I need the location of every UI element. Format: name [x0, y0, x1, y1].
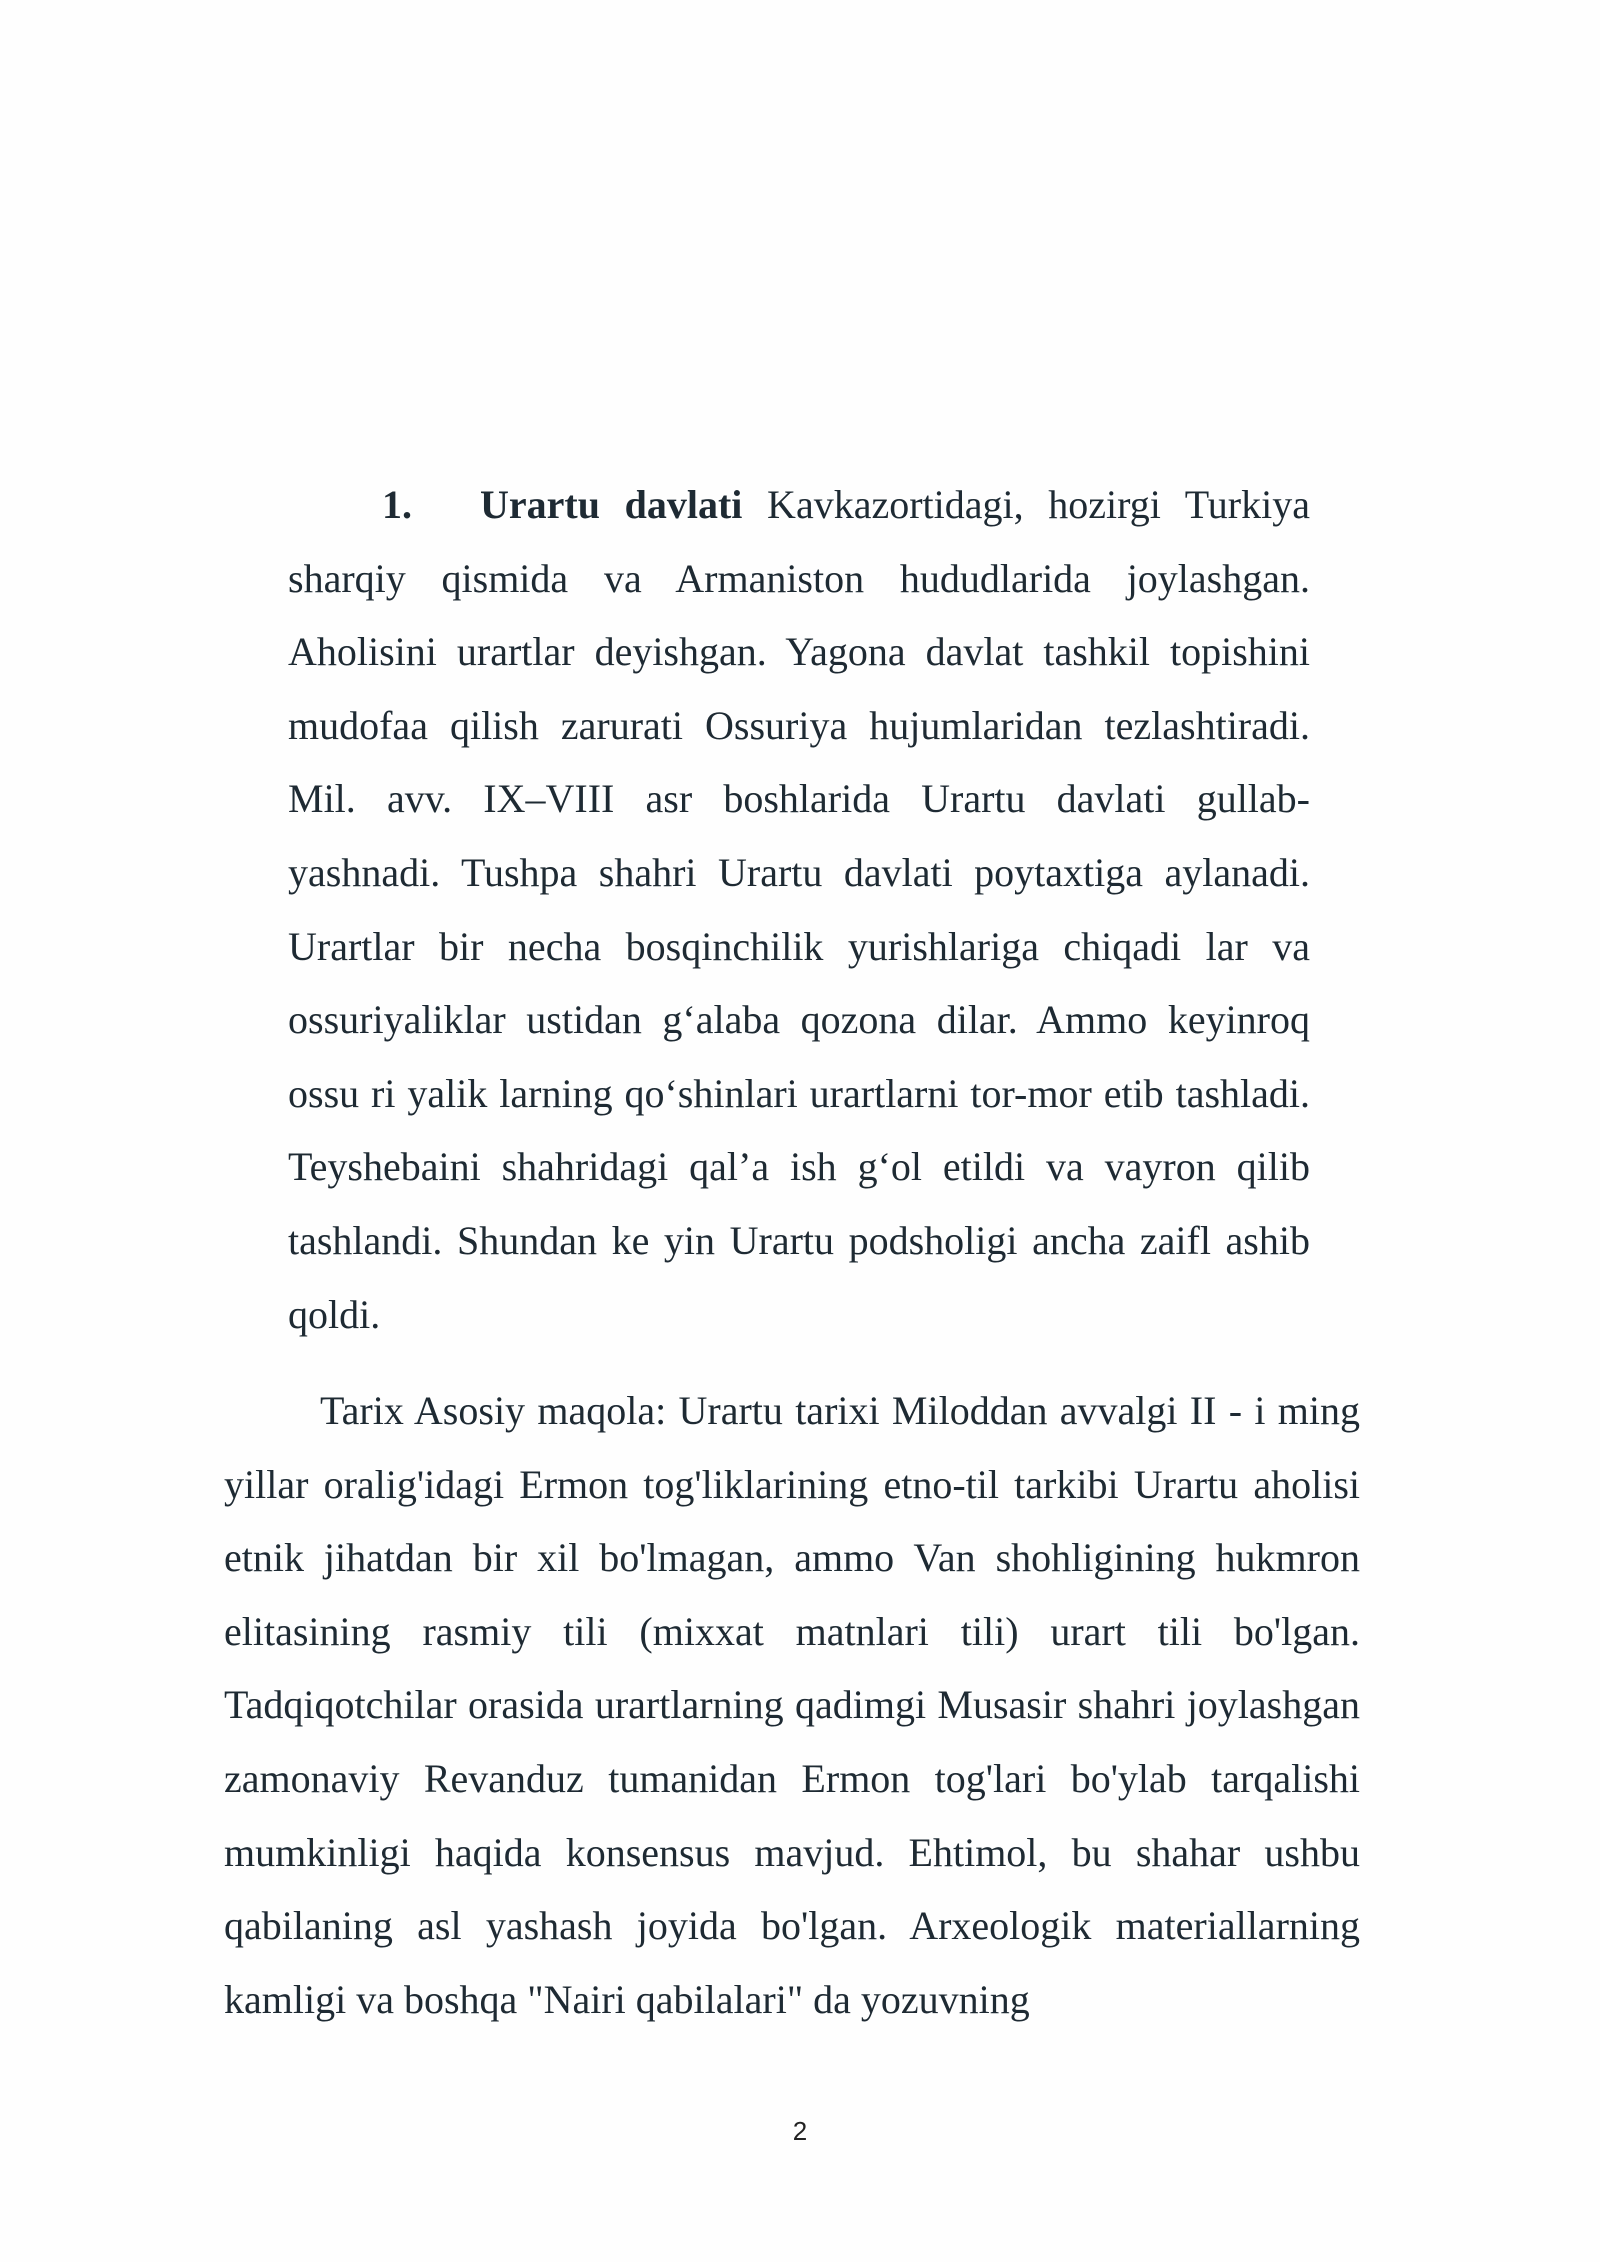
page-number: 2	[792, 2116, 808, 2146]
body-paragraph: Tarix Asosiy maqola: Urartu tarixi Miloddan avvalgi II - i ming yillar oralig'idagi Ermon tog'liklarining etno-til tarkibi Urartu aholisi etnik jihatdan bir xil bo'lmagan, ammo Van shohligining hukmron elitasining rasmiy tili (mixxat matnlari tili) urart tili bo'lgan. Tadqiqotchilar orasida urartlarning qadimgi Musasir shahri joylashgan zamonaviy Revanduz tumanidan Ermon tog'lari bo'ylab tarqalishi mumkinligi haqida konsensus mavjud. Ehtimol, bu shahar ushbu qabilaning asl yashash joyida bo'lgan. Arxeologik materiallarning kamligi va boshqa "Nairi qabilalari" da yozuvning	[224, 1388, 1360, 2022]
section-title: Urartu davlati	[480, 482, 743, 527]
section-number: 1.	[382, 482, 412, 527]
section-text: Kavkazortidagi, hozirgi Turkiya sharqiy qismida va Armaniston hududlarida joylashgan. Aholisini urartlar deyishgan. Yagona davlat tashkil topishini mudofaa qilish zarurati Ossuriya hujumlaridan tezlashtiradi. Mil. avv. IX–VIII asr boshlarida Urartu davlati gullab-yashnadi. Tushpa shahri Urartu davlati poytaxtiga aylanadi. Urartlar bir necha bosqinchilik yurishlariga chiqadi lar va ossuriyaliklar ustidan g‘alaba qozona dilar. Ammo keyinroq ossu ri yalik larning qo‘shinlari urartlarni tor-mor etib tashladi. Teyshebaini shahridagi qal’a ish g‘ol etildi va vayron qilib tashlandi. Shundan ke yin Urartu podsholigi ancha zaifl ashib qoldi.	[288, 482, 1310, 1337]
section-paragraph	[288, 468, 1310, 1351]
